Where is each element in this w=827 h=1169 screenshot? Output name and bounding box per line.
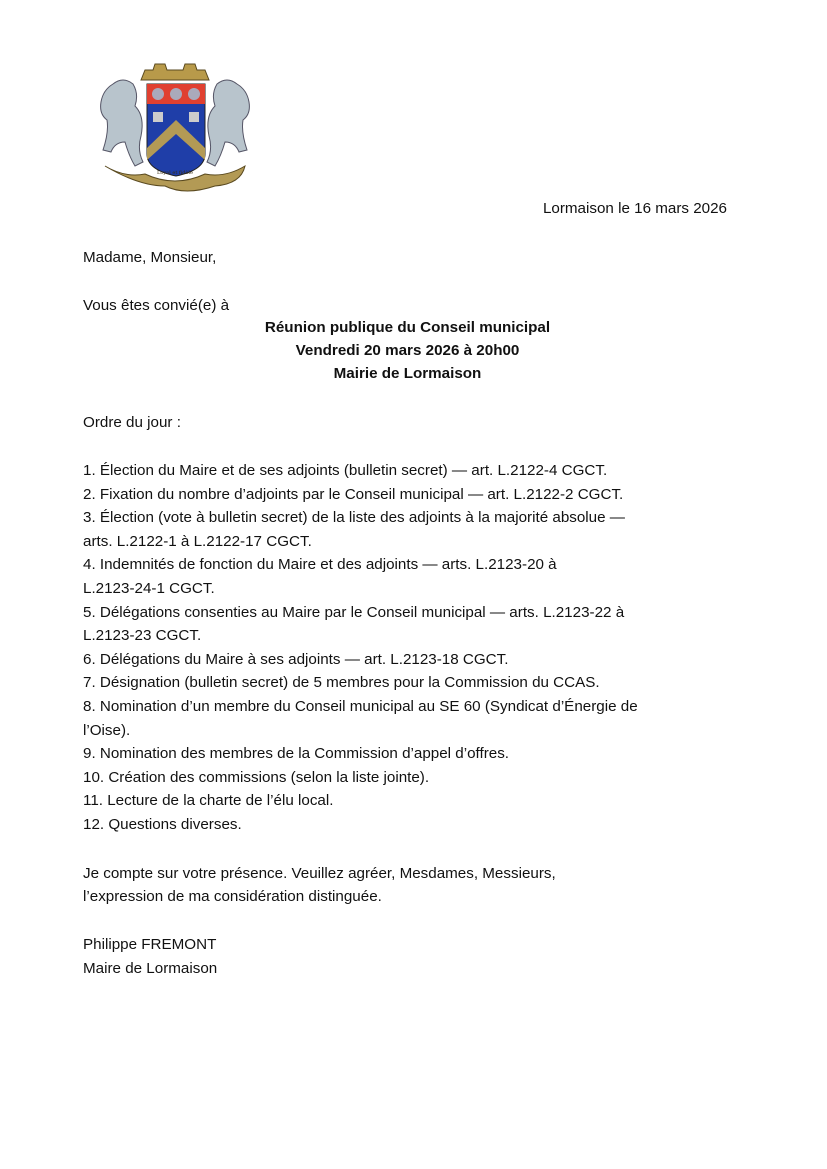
closing-line-1: Je compte sur votre présence. Veuillez agréer, Mesdames, Messieurs, — [83, 865, 556, 882]
event-datetime: Vendredi 20 mars 2026 à 20h00 — [295, 342, 520, 359]
agenda-item: arts. L.2122-1 à L.2122-17 CGCT. — [83, 532, 312, 550]
agenda-item: 5. Délégations consenties au Maire par le Conseil municipal — arts. L.2123-22 à — [83, 603, 625, 621]
agenda-item: 4. Indemnités de fonction du Maire et des adjoints — arts. L.2123-20 à — [83, 556, 557, 574]
salutation: Madame, Monsieur, — [83, 249, 217, 266]
coat-of-arms-logo — [95, 62, 255, 194]
agenda-item: 11. Lecture de la charte de l’élu local. — [83, 792, 334, 810]
agenda-item: L.2123-24-1 CGCT. — [83, 580, 215, 597]
event-location: Mairie de Lormaison — [333, 365, 482, 382]
event-title: Réunion publique du Conseil municipal — [264, 319, 551, 336]
agenda-item: 9. Nomination des membres de la Commission d’appel d’offres. — [83, 745, 510, 763]
agenda-heading: Ordre du jour : — [83, 414, 181, 431]
closing-line-2: l’expression de ma considération distinguée. — [83, 888, 382, 905]
agenda-item: 1. Élection du Maire et de ses adjoints (bulletin secret) — art. L.2122-4 CGCT. — [83, 462, 608, 479]
signature-title: Maire de Lormaison — [83, 960, 218, 977]
signature-name: Philippe FREMONT — [83, 936, 217, 953]
agenda-item: 10. Création des commissions (selon la liste jointe). — [83, 768, 430, 786]
agenda-item: 2. Fixation du nombre d’adjoints par le Conseil municipal — art. L.2122-2 CGCT. — [83, 485, 624, 503]
agenda-item: 3. Élection (vote à bulletin secret) de la liste des adjoints à la majorité absolue — — [83, 509, 625, 527]
agenda-item: 8. Nomination d’un membre du Conseil municipal au SE 60 (Syndicat d’Énergie de — [83, 698, 638, 715]
crest-motto: Loyal et fidèle — [157, 170, 193, 176]
invitation-text: Vous êtes convié(e) à — [83, 297, 230, 314]
agenda-item: 12. Questions diverses. — [83, 816, 242, 833]
agenda-item: 7. Désignation (bulletin secret) de 5 membres pour la Commission du CCAS. — [83, 674, 600, 692]
agenda-item: l’Oise). — [83, 721, 131, 739]
agenda-item: L.2123-23 CGCT. — [83, 627, 202, 645]
agenda-item: 6. Délégations du Maire à ses adjoints — art. L.2123-18 CGCT. — [83, 650, 509, 668]
date-line: Lormaison le 16 mars 2026 — [542, 200, 727, 217]
